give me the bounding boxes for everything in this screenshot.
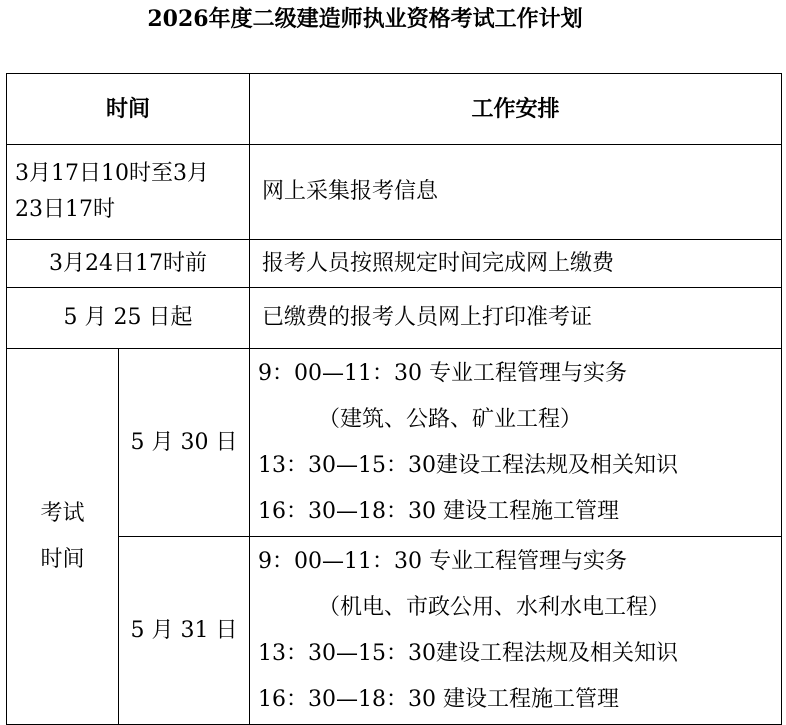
exam-session-note: （机电、市政公用、水利水电工程） [318, 594, 671, 620]
exam-label-line: 考试 [40, 500, 85, 526]
exam-sessions [250, 349, 782, 537]
time-line: 3月17日10时至3月 [15, 161, 209, 186]
exam-session: 16：30—18：30 建设工程施工管理 [258, 686, 619, 712]
schedule-table [6, 73, 782, 725]
exam-session: 13：30—15：30建设工程法规及相关知识 [258, 640, 678, 666]
exam-session: 16：30—18：30 建设工程施工管理 [258, 498, 619, 524]
exam-sessions [250, 537, 782, 725]
exam-day-row [7, 349, 782, 537]
header-work: 工作安排 [250, 74, 782, 145]
exam-time-label [7, 349, 119, 725]
work-cell: 已缴费的报考人员网上打印准考证 [250, 288, 782, 349]
table-row [7, 145, 782, 240]
document-title: 2026年度二级建造师执业资格考试工作计划 [147, 6, 583, 32]
exam-session: 9：00—11：30 专业工程管理与实务 [258, 360, 627, 386]
exam-session: 9：00—11：30 专业工程管理与实务 [258, 548, 627, 574]
exam-session: 13：30—15：30建设工程法规及相关知识 [258, 452, 678, 478]
work-cell: 网上采集报考信息 [250, 145, 782, 240]
time-cell: 5 月 25 日起 [7, 288, 250, 349]
exam-date: 5 月 30 日 [119, 349, 250, 537]
work-cell: 报考人员按照规定时间完成网上缴费 [250, 240, 782, 288]
table-row [7, 288, 782, 349]
exam-label-line: 时间 [40, 546, 85, 572]
table-row [7, 240, 782, 288]
exam-day-row [7, 537, 782, 725]
header-time: 时间 [7, 74, 250, 145]
time-line: 23日17时 [15, 197, 115, 222]
table-header-row [7, 74, 782, 145]
time-cell: 3月24日17时前 [7, 240, 250, 288]
time-cell [7, 145, 250, 240]
exam-date: 5 月 31 日 [119, 537, 250, 725]
exam-session-note: （建筑、公路、矿业工程） [318, 406, 583, 432]
